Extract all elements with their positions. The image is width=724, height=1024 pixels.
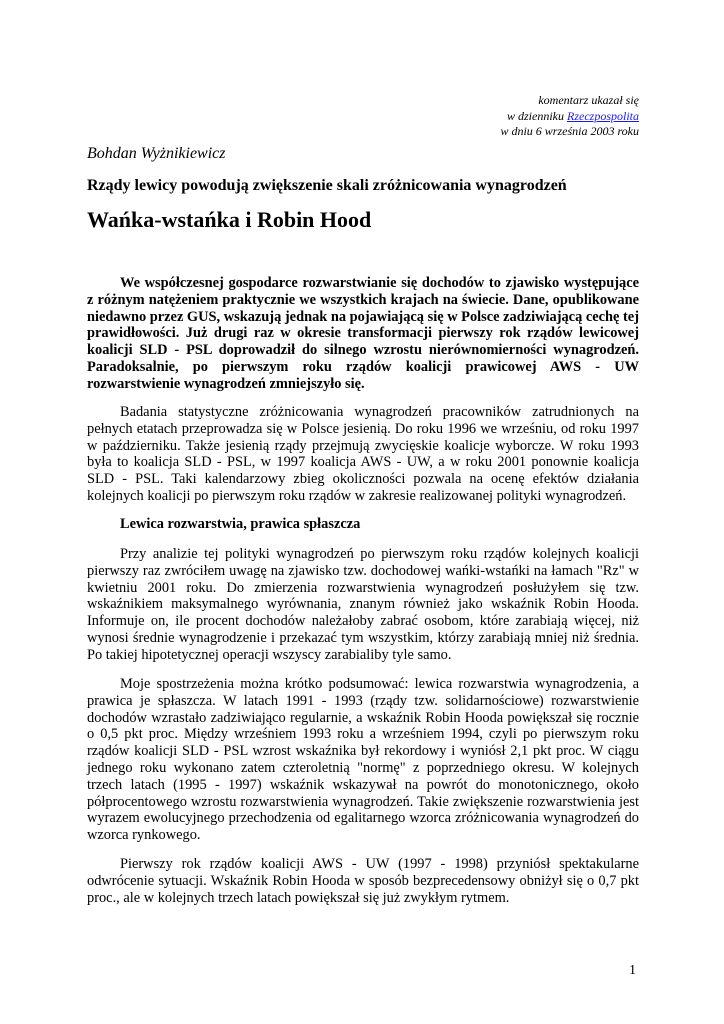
paragraph-4 [87, 856, 639, 906]
paragraph-4-text: Pierwszy rok rządów koalicji AWS - UW (1997 - 1998) przyniósł spektakularne odwrócenie sytuacji. Wskaźnik Robin Hooda w sposób bezprecedensowy obniżył się o 0,7 pkt proc., ale w kolejnych trzech latach powiększał się już zwykłym rytmem. [87, 856, 639, 906]
lead-text: We współczesnej gospodarce rozwarstwianie się dochodów to zjawisko występujące z różnym natężeniem praktycznie we wszystkich krajach na świecie. Dane, opublikowane niedawno przez GUS, wskazują jednak na pojawiającą się w Polsce zadziwiającą cechę tej prawidłowości. Już drugi raz w okresie transformacji pierwszy rok rządów lewicowej koalicji SLD - PSL doprowadził do silnego wzrostu nierównomierności wynagrodzeń. Paradoksalnie, po pierwszym roku rządów koalicji prawicowej AWS - UW rozwarstwienie wynagrodzeń zmniejszyło się. [87, 275, 639, 392]
article-subtitle: Rządy lewicy powodują zwiększenie skali zróżnicowania wynagrodzeń [87, 177, 567, 194]
note-line-2 [500, 109, 639, 125]
lead-paragraph [87, 275, 639, 393]
publication-note [500, 93, 639, 140]
paragraph-1-text: Badania statystyczne zróżnicowania wynagrodzeń pracowników zatrudnionych na pełnych etatach przeprowadza się w Polsce jesienią. Do roku 1996 we wrześniu, od roku 1997 w październiku. Także jesienią rządy przejmują zwycięskie koalicje wyborcze. W roku 1993 była to koalicja SLD - PSL, w 1997 koalicja AWS - UW, a w roku 2001 ponownie koalicja SLD - PSL. Taki kalendarzowy zbieg okoliczności pozwala na ocenę efektów działania kolejnych koalicji po pierwszym roku rządów w zakresie realizowanej polityki wynagrodzeń. [87, 404, 639, 504]
newspaper-link[interactable]: Rzeczpospolita [567, 108, 639, 123]
note-line-1: komentarz ukazał się [538, 93, 639, 107]
article-title: Wańka-wstańka i Robin Hood [87, 207, 372, 232]
section-heading: Lewica rozwarstwia, prawica spłaszcza [120, 516, 361, 532]
paragraph-2-text: Przy analizie tej polityki wynagrodzeń po pierwszym roku rządów kolejnych koalicji pierwszy raz zwróciłem uwagę na zjawisko tzw. dochodowej wańki-wstańki na łamach "Rz" w kwietniu 2001 roku. Do zmierzenia rozwarstwienia wynagrodzeń posłużyłem się tzw. wskaźnikiem maksymalnego wyrównania, znanym również jako wskaźnik Robin Hooda. Informuje on, ile procent dochodów należałoby zabrać osobom, które zarabiają więcej, niż wynosi średnie wynagrodzenie i przekazać tym wszystkim, którzy zarabiają mniej niż średnia. Po takiej hipotetycznej operacji wszyscy zarabialiby tyle samo. [87, 546, 639, 663]
paragraph-3 [87, 676, 639, 844]
note-line-2-prefix: w dzienniku [507, 108, 567, 123]
paragraph-3-text: Moje spostrzeżenia można krótko podsumować: lewica rozwarstwia wynagrodzenia, a prawica je spłaszcza. W latach 1991 - 1993 (rządy tzw. solidarnościowe) rozwarstwienie dochodów wzrastało zadziwiająco regularnie, a wskaźnik Robin Hooda powiększał się rocznie o 0,5 pkt proc. Między wrześniem 1993 roku a wrześniem 1994, czyli po pierwszym roku rządów koalicji SLD - PSL wzrost wskaźnika był rekordowy i wyniósł 2,1 pkt proc. W ciągu jednego roku wykonano zatem czteroletnią "normę" z poprzedniego okresu. W kolejnych trzech latach (1995 - 1997) wskaźnik wskazywał na powrót do monotonicznego, około półprocentowego wzrostu rozwarstwienia wynagrodzeń. Takie zwiększenie rozwarstwienia jest wyrazem ewolucyjnego przechodzenia od egalitarnego wzorca zróżnicowania wynagrodzeń do wzorca rynkowego. [87, 676, 639, 844]
paragraph-2 [87, 546, 639, 664]
author-name: Bohdan Wyżnikiewicz [87, 145, 226, 162]
note-line-3: w dniu 6 września 2003 roku [500, 124, 639, 138]
paragraph-1 [87, 404, 639, 505]
page-number: 1 [629, 963, 636, 978]
